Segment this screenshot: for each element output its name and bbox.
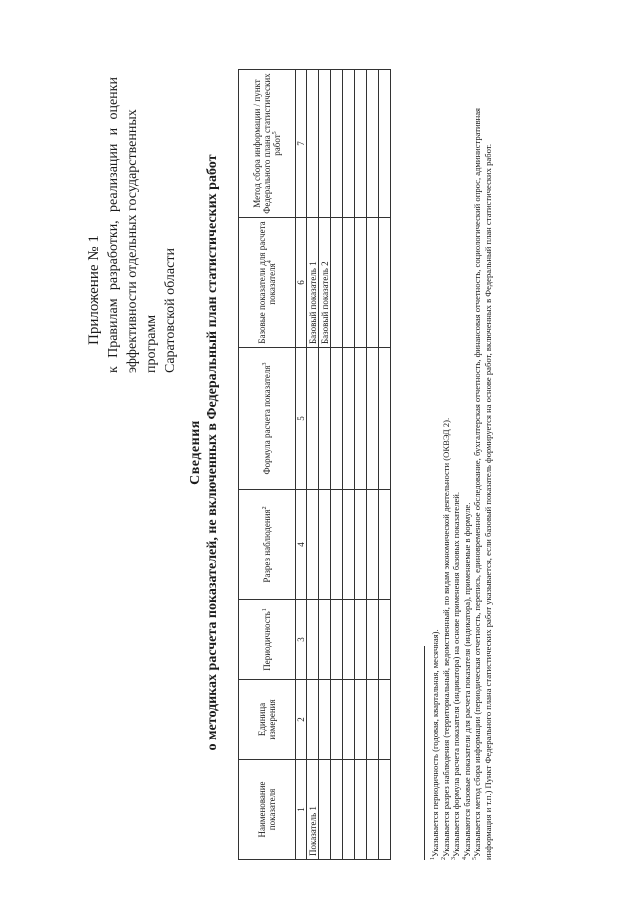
table-cell — [367, 760, 379, 860]
column-header: Базовые показатели для расчета показателя$^4$ — [239, 218, 296, 348]
table-cell — [343, 600, 355, 680]
appendix-line-1 — [104, 77, 123, 373]
table-cell — [319, 680, 331, 760]
document-heading: Сведения — [188, 420, 203, 485]
appendix-line-3: Саратовской области — [163, 248, 178, 373]
table-cell — [355, 70, 367, 218]
appendix-word: реализации — [106, 143, 121, 213]
appendix-reference — [104, 77, 180, 373]
column-number: 1 — [296, 760, 307, 860]
table-cell — [343, 70, 355, 218]
table-cell — [319, 348, 331, 490]
table-cell — [379, 600, 391, 680]
table-cell — [367, 600, 379, 680]
table-cell — [319, 600, 331, 680]
table-cell — [331, 348, 343, 490]
footnote: $^5$Указывается метод сбора информации (периодическая отчетность, перепись, единовременное обследование, бухгалтерская отчетность, финансовая отчетность, социологический опрос, административная информация и т.п.) Пункт Федерального плана статистических работ указывается, если базовый показатель формируется на основе работ, включенных в Федеральный план статистических работ. — [472, 107, 493, 860]
appendix-word: Правилам — [106, 298, 121, 358]
table-cell: Базовый показатель 2 — [319, 218, 331, 348]
column-header: Формула расчета показателя$^3$ — [239, 348, 296, 490]
indicators-methodology-table — [238, 69, 391, 860]
table-cell — [355, 348, 367, 490]
column-header: Периодичность$^1$ — [239, 600, 296, 680]
footnotes — [430, 70, 494, 860]
table-cell — [331, 680, 343, 760]
table-cell — [379, 760, 391, 860]
appendix-word: к — [106, 366, 121, 373]
column-number: 6 — [296, 218, 307, 348]
column-number: 3 — [296, 600, 307, 680]
table-cell — [319, 490, 331, 600]
footnote: $^1$Указывается периодичность (годовая, квартальная, месячная). — [430, 629, 440, 860]
table-cell — [343, 680, 355, 760]
table-cell — [355, 218, 367, 348]
table-cell — [331, 760, 343, 860]
table-row — [355, 70, 367, 860]
table-cell — [319, 760, 331, 860]
table-cell — [379, 218, 391, 348]
table-row — [307, 70, 319, 860]
appendix-line-2: эффективности отдельных государственных программ — [125, 109, 159, 373]
footnote: $^3$Указывается формула расчета показателя (индикатора) на основе применения базовых показателей. — [451, 492, 462, 860]
footnote: $^4$Указываются базовые показатели для расчета показателя (индикатора), применяемые в формуле. — [461, 502, 472, 860]
table-cell — [355, 600, 367, 680]
table-cell — [367, 680, 379, 760]
table-cell — [355, 680, 367, 760]
table-cell — [307, 600, 319, 680]
document-subheading: о методиках расчета показателей, не включенных в Федеральный план статистических работ — [205, 154, 220, 751]
table-cell — [331, 70, 343, 218]
table-cell — [379, 490, 391, 600]
appendix-word: разработки, — [106, 220, 121, 291]
appendix-word: оценки — [106, 77, 121, 120]
table-cell — [343, 218, 355, 348]
appendix-title: Приложение № 1 — [86, 235, 102, 345]
appendix-word: и — [106, 127, 121, 136]
column-number-row — [296, 70, 307, 860]
table-row — [379, 70, 391, 860]
table-cell — [331, 490, 343, 600]
table-row — [319, 70, 331, 860]
table-cell — [367, 70, 379, 218]
table-cell — [355, 760, 367, 860]
table-cell — [331, 600, 343, 680]
column-number: 2 — [296, 680, 307, 760]
table-cell — [343, 760, 355, 860]
footnote-separator — [424, 646, 425, 860]
table-cell: Базовый показатель 1 — [307, 218, 319, 348]
table-header-row — [239, 70, 296, 860]
column-header: Метод сбора информации / пункт Федерального плана статистических работ$^5$ — [239, 70, 296, 218]
table-cell — [307, 348, 319, 490]
table-cell — [379, 680, 391, 760]
column-header: Наименование показателя — [239, 760, 296, 860]
table-cell — [343, 348, 355, 490]
table-cell — [307, 70, 319, 218]
column-number: 7 — [296, 70, 307, 218]
table-row — [331, 70, 343, 860]
table-cell — [379, 70, 391, 218]
table-cell — [319, 70, 331, 218]
table-row — [343, 70, 355, 860]
table-cell — [331, 218, 343, 348]
table-cell — [307, 680, 319, 760]
table-cell — [307, 490, 319, 600]
column-header: Разрез наблюдения$^2$ — [239, 490, 296, 600]
column-number: 5 — [296, 348, 307, 490]
table-cell — [367, 490, 379, 600]
table-cell: Показатель 1 — [307, 760, 319, 860]
table-cell — [343, 490, 355, 600]
column-number: 4 — [296, 490, 307, 600]
table-row — [367, 70, 379, 860]
table-cell — [367, 348, 379, 490]
table-cell — [379, 348, 391, 490]
table-cell — [355, 490, 367, 600]
footnote: $^2$Указывается разрез наблюдения (территориальный, ведомственный, по видам экономической деятельности (ОКВЭД 2). — [440, 417, 451, 860]
table-cell — [367, 218, 379, 348]
column-header: Единица измерения — [239, 680, 296, 760]
